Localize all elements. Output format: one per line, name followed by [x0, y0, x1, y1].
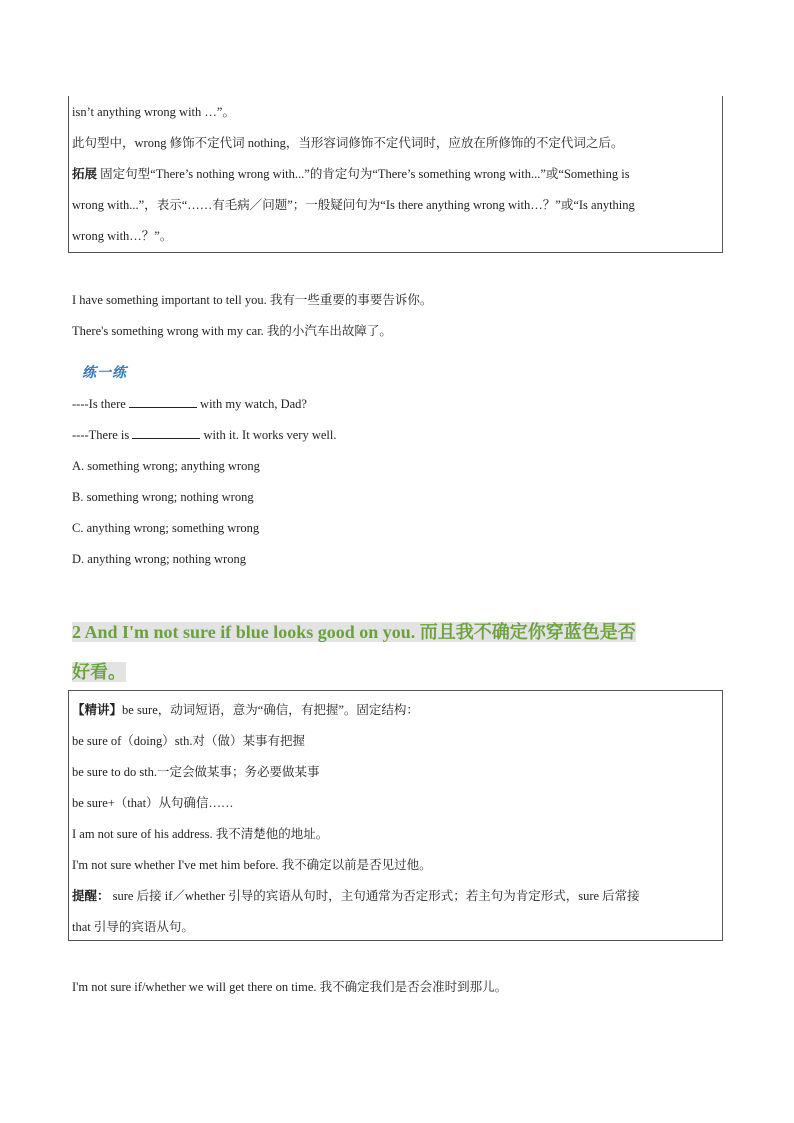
option-b[interactable]: B. something wrong; nothing wrong	[72, 490, 254, 504]
practice-title: 练一练	[82, 365, 127, 381]
box2-line-1	[72, 695, 722, 726]
practice-question-2	[72, 425, 336, 445]
box1-line-1: isn’t anything wrong with …”。	[72, 105, 235, 119]
explanation-box-1	[68, 96, 723, 253]
box2-line-1-text: be sure，动词短语，意为“确信，有把握”。固定结构：	[122, 703, 419, 717]
answer-blank-1[interactable]	[129, 395, 197, 408]
heading-line-2: 好看。	[72, 662, 126, 682]
box2-line-2: be sure of（doing）sth.对（做）某事有把握	[72, 734, 305, 748]
key-points-label: 【精讲】	[72, 703, 123, 717]
explanation-box-2	[68, 690, 723, 941]
q2-suffix: with it. It works very well.	[200, 428, 337, 442]
extension-text: 固定句型“There’s nothing wrong with...”的肯定句为“There’s something wrong with...”或“Something is	[97, 167, 630, 181]
box1-line-4: wrong with...”，表示“……有毛病／问题”；一般疑问句为“Is there anything wrong with…？”或“Is anything	[72, 198, 635, 212]
option-c[interactable]: C. anything wrong; something wrong	[72, 521, 260, 535]
answer-blank-2[interactable]	[132, 426, 200, 439]
example-sentence-2: There's something wrong with my car. 我的小汽车出故障了。	[72, 324, 392, 338]
option-a[interactable]: A. something wrong; anything wrong	[72, 459, 260, 473]
section-heading-2	[72, 612, 722, 692]
heading-line-1: 2 And I'm not sure if blue looks good on you. 而且我不确定你穿蓝色是否	[72, 622, 636, 642]
q1-suffix: with my watch, Dad?	[196, 397, 307, 411]
box2-line-5: I am not sure of his address. 我不清楚他的地址。	[72, 827, 329, 841]
extension-label: 拓展	[72, 167, 98, 181]
box2-line-6: I'm not sure whether I've met him before. 我不确定以前是否见过他。	[72, 858, 432, 872]
reminder-label: 提醒：	[72, 889, 110, 903]
box1-line-5: wrong with…？”。	[72, 229, 173, 243]
box1-line-2: 此句型中，wrong 修饰不定代词 nothing，当形容词修饰不定代词时，应放在所修饰的不定代词之后。	[72, 136, 624, 150]
box2-line-4: be sure+（that）从句确信……	[72, 796, 234, 810]
practice-question-1	[72, 394, 307, 414]
example-sentence-1: I have something important to tell you. 我有一些重要的事要告诉你。	[72, 293, 433, 307]
reminder-text: sure 后接 if／whether 引导的宾语从句时，主句通常为否定形式；若主句为肯定形式，sure 后常接	[109, 889, 640, 903]
box2-line-3: be sure to do sth.一定会做某事；务必要做某事	[72, 765, 320, 779]
q1-prefix: ----Is there	[72, 397, 129, 411]
box1-line-3	[72, 159, 722, 190]
final-example-sentence: I'm not sure if/whether we will get there on time. 我不确定我们是否会准时到那儿。	[72, 980, 508, 994]
box2-line-7	[72, 881, 722, 912]
box2-line-8: that 引导的宾语从句。	[72, 920, 194, 934]
q2-prefix: ----There is	[72, 428, 133, 442]
option-d[interactable]: D. anything wrong; nothing wrong	[72, 552, 246, 566]
